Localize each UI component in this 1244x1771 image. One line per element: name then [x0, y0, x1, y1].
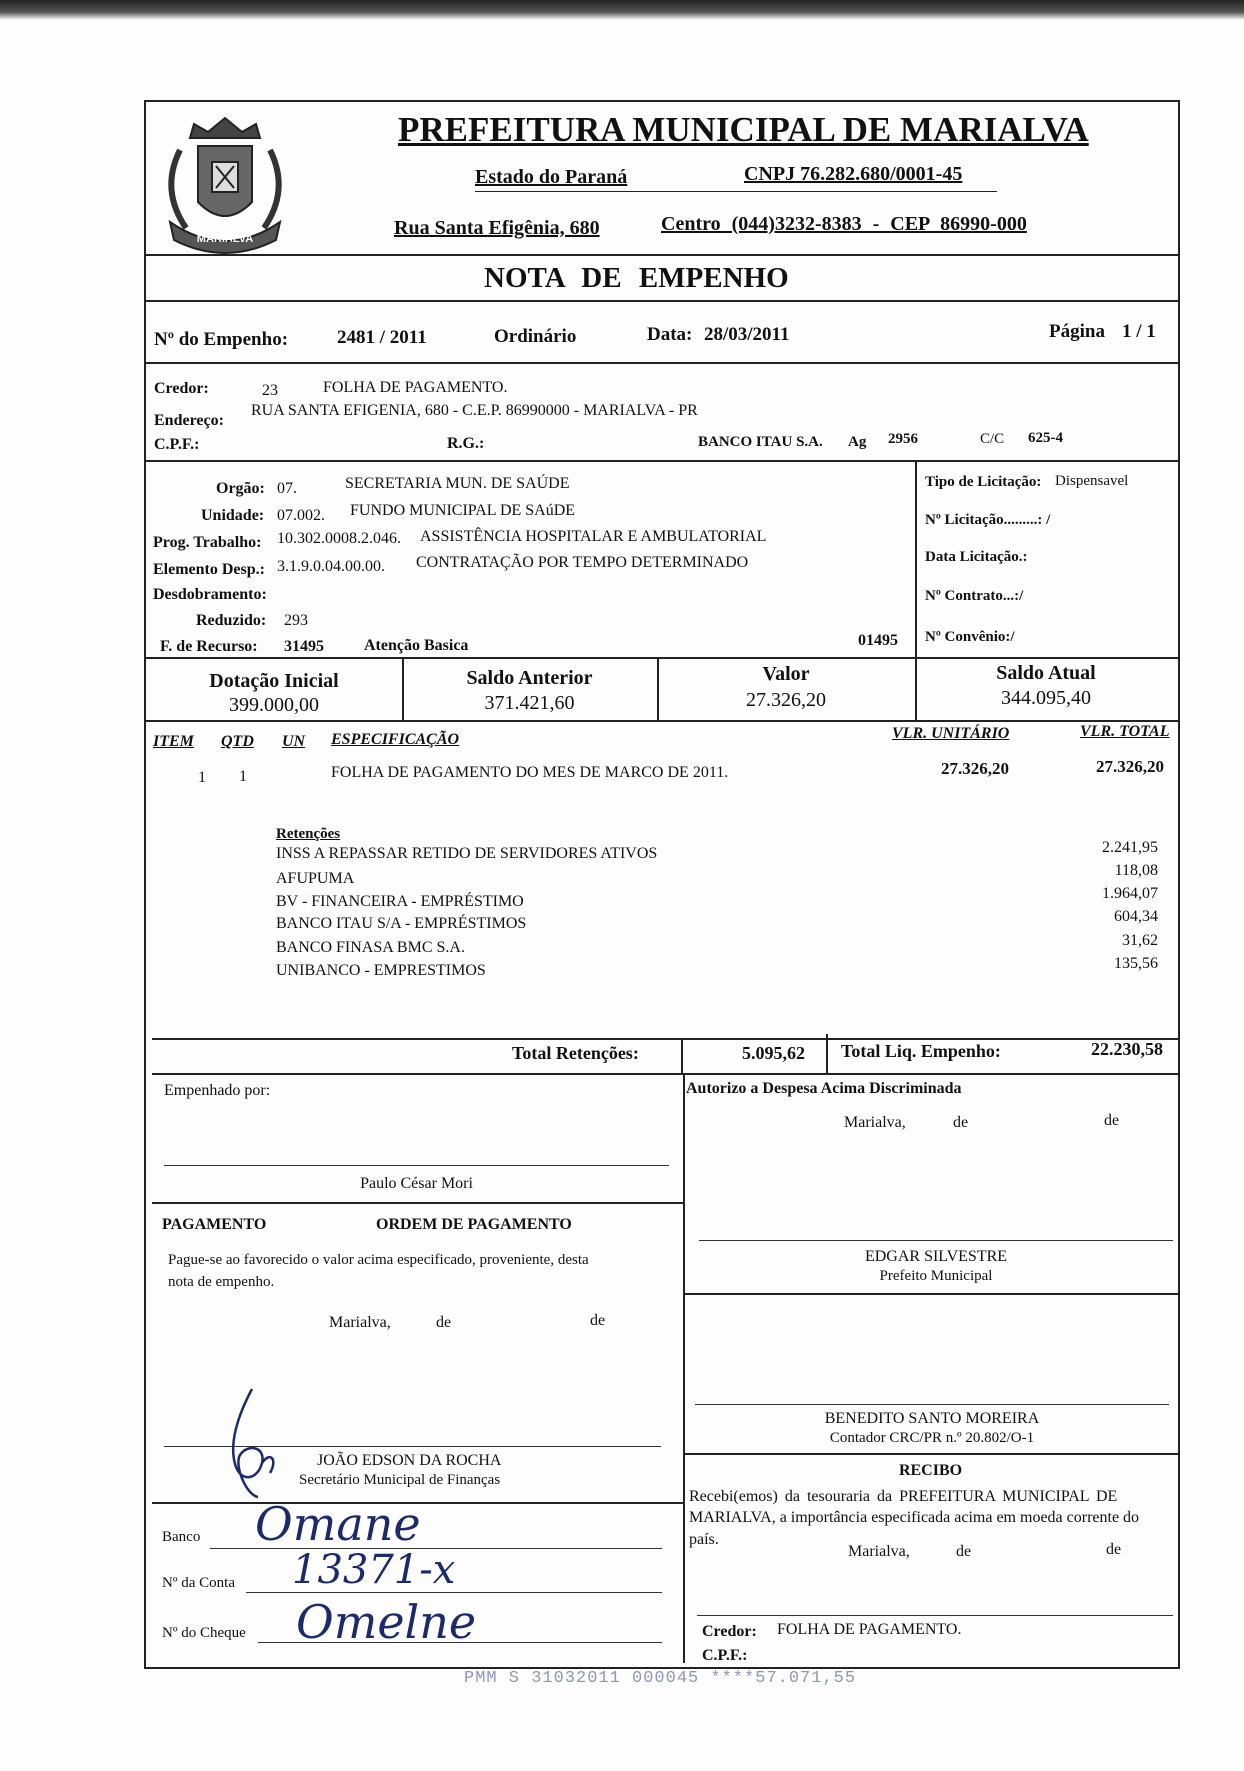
reduzido-value: 293 [284, 612, 308, 629]
unidade-label: Unidade: [201, 507, 265, 524]
agency-number: 2956 [888, 431, 918, 447]
recibo-text: Recebi(emos) da tesouraria da PREFEITURA MUNICIPAL DE [689, 1488, 1118, 1505]
totals-separator [826, 1034, 828, 1073]
retencao-name: BV - FINANCEIRA - EMPRÉSTIMO [276, 893, 524, 910]
recibo-credor-label: Credor: [702, 1623, 757, 1640]
col-qtd: QTD [221, 733, 254, 750]
divider [144, 362, 1178, 364]
pagamento-place: Marialva, [329, 1314, 391, 1331]
bank-name: BANCO ITAU S.A. [698, 434, 823, 450]
signature-line [699, 1240, 1173, 1241]
contador-name: BENEDITO SANTO MOREIRA [824, 1410, 1040, 1427]
divider [683, 1453, 1178, 1455]
item-number: 1 [198, 769, 206, 786]
account-number: 625-4 [1028, 430, 1063, 446]
mayor-name: EDGAR SILVESTRE [864, 1248, 1008, 1265]
finance-secretary-role: Secretário Municipal de Finanças [299, 1472, 501, 1488]
recurso-label: F. de Recurso: [160, 638, 258, 655]
banco-label: Banco [162, 1529, 201, 1545]
pagamento-text: Pague-se ao favorecido o valor acima especificado, proveniente, desta [168, 1252, 589, 1268]
col-total-value: VLR. TOTAL [1080, 723, 1170, 740]
address: Rua Santa Efigênia, 680 [394, 217, 600, 239]
page-label: Página [1049, 321, 1105, 342]
cheque-handwritten: Omelne [296, 1595, 477, 1649]
address-label: Endereço: [154, 412, 224, 429]
state-underline [475, 191, 997, 192]
orgao-name: SECRETARIA MUN. DE SAÚDE [345, 475, 570, 492]
totals-separator [681, 1038, 683, 1073]
rg-label: R.G.: [447, 435, 485, 452]
total-retencoes-value: 5.095,62 [742, 1043, 805, 1063]
empenho-date-label: Data: [647, 324, 693, 345]
retencao-value: 604,34 [1114, 908, 1158, 925]
cpf-label: C.P.F.: [154, 436, 200, 453]
elemento-code: 3.1.9.0.04.00.00. [277, 558, 385, 575]
licitacao-type-label: Tipo de Licitação: [925, 474, 1042, 490]
prog-code: 10.302.0008.2.046. [277, 530, 401, 547]
retencao-name: AFUPUMA [276, 870, 355, 887]
logo-banner-text: MARIALVA [196, 233, 254, 245]
ordem-pagamento-label: ORDEM DE PAGAMENTO [376, 1216, 572, 1233]
recibo-text: país. [689, 1531, 719, 1548]
autorizo-label: Autorizo a Despesa Acima Discriminada [686, 1080, 962, 1097]
pagamento-label: PAGAMENTO [162, 1216, 267, 1233]
total-liquido-label: Total Liq. Empenho: [841, 1041, 1001, 1061]
retencao-name: UNIBANCO - EMPRESTIMOS [276, 962, 486, 979]
licitacao-date: Data Licitação.: [925, 549, 1028, 565]
reduzido-label: Reduzido: [196, 612, 267, 629]
col-item: ITEM [153, 733, 194, 750]
signature-line [697, 1615, 1173, 1616]
elemento-name: CONTRATAÇÃO POR TEMPO DETERMINADO [416, 554, 749, 571]
convenio-number: Nº Convênio:/ [925, 629, 1015, 645]
signature-line [695, 1404, 1169, 1405]
handwritten-signature [218, 1385, 288, 1500]
agency-label: Ag [848, 434, 867, 450]
recibo-credor: FOLHA DE PAGAMENTO. [777, 1621, 962, 1638]
recibo-cpf-label: C.P.F.: [702, 1647, 748, 1664]
divider [144, 300, 1178, 302]
item-total-value: 27.326,20 [1096, 757, 1164, 776]
total-liquido-value: 22.230,58 [1091, 1039, 1163, 1059]
pagamento-de: de [590, 1312, 606, 1329]
signature-line [164, 1165, 669, 1166]
credor-label: Credor: [154, 380, 209, 397]
divider [144, 657, 1178, 659]
cheque-label: Nº do Cheque [162, 1625, 246, 1641]
empenho-number-label: Nº do Empenho: [154, 329, 289, 350]
unidade-name: FUNDO MUNICIPAL DE SAúDE [350, 502, 576, 519]
item-unit-value: 27.326,20 [941, 759, 1009, 778]
district-phone-cep: Centro (044)3232-8383 - CEP 86990-000 [661, 213, 1027, 235]
retencao-name: BANCO ITAU S/A - EMPRÉSTIMOS [276, 915, 527, 932]
contador-role: Contador CRC/PR n.º 20.802/O-1 [829, 1430, 1035, 1446]
desdobramento-label: Desdobramento: [153, 586, 267, 603]
recibo-place: Marialva, [848, 1543, 910, 1560]
prog-label: Prog. Trabalho: [153, 534, 262, 551]
saldo-atual-value: 344.095,40 [1001, 687, 1091, 709]
item-qty: 1 [239, 768, 247, 785]
valor-value: 27.326,20 [746, 689, 826, 711]
finance-secretary-name: JOÃO EDSON DA ROCHA [317, 1452, 502, 1469]
account-label: C/C [980, 431, 1005, 447]
empenho-date: 28/03/2011 [704, 324, 790, 345]
unidade-code: 07.002. [277, 507, 325, 524]
divider [152, 1073, 1178, 1075]
col-un: UN [282, 733, 306, 750]
divider [683, 1293, 1178, 1295]
autorizo-de: de [1104, 1112, 1120, 1129]
col-spec: ESPECIFICAÇÃO [331, 731, 460, 748]
item-spec: FOLHA DE PAGAMENTO DO MES DE MARCO DE 2011. [331, 764, 729, 781]
mayor-role: Prefeito Municipal [879, 1268, 993, 1284]
autorizo-place: Marialva, [844, 1114, 906, 1131]
col-unit-value: VLR. UNITÁRIO [892, 725, 1010, 742]
autorizo-de: de [953, 1114, 969, 1131]
state-name: Estado do Paraná [475, 166, 628, 188]
page-number: 1 / 1 [1122, 321, 1156, 342]
divider [144, 720, 1178, 722]
orgao-label: Orgão: [216, 480, 265, 497]
recibo-title: RECIBO [898, 1462, 963, 1479]
doc-title: NOTA DE EMPENHO [484, 262, 789, 294]
pagamento-de: de [436, 1314, 452, 1331]
conta-handwritten: 13371-x [292, 1547, 456, 1593]
pagamento-text: nota de empenho. [168, 1274, 275, 1290]
divider [144, 460, 1178, 462]
retencao-value: 135,56 [1114, 955, 1158, 972]
conta-label: Nº da Conta [162, 1575, 235, 1591]
print-stamp: PMM S 31032011 000045 ****57.071,55 [464, 1669, 857, 1688]
credor-name: FOLHA DE PAGAMENTO. [323, 379, 508, 396]
recurso-name: Atenção Basica [364, 637, 469, 654]
licitacao-number: Nº Licitação.........: / [925, 512, 1051, 528]
page-title: PREFEITURA MUNICIPAL DE MARIALVA [398, 110, 1089, 149]
credor-address: RUA SANTA EFIGENIA, 680 - C.E.P. 86990000 - MARIALVA - PR [251, 402, 698, 419]
licitacao-separator [915, 460, 917, 657]
retencao-value: 1.964,07 [1102, 885, 1158, 902]
recibo-de: de [956, 1543, 972, 1560]
prog-name: ASSISTÊNCIA HOSPITALAR E AMBULATORIAL [420, 528, 767, 545]
retencao-value: 2.241,95 [1102, 839, 1158, 856]
recurso-ref: 01495 [858, 632, 898, 649]
licitacao-type: Dispensavel [1055, 473, 1129, 489]
empenhado-label: Empenhado por: [164, 1082, 271, 1099]
recibo-text: MARIALVA, a importância especificada acima em moeda corrente do [689, 1509, 1140, 1526]
footer-separator [683, 1073, 685, 1663]
banco-handwritten: Omane [255, 1497, 421, 1551]
empenho-number: 2481 / 2011 [337, 327, 427, 348]
retencao-value: 31,62 [1122, 932, 1158, 949]
empenhado-name: Paulo César Mori [360, 1175, 473, 1192]
retencao-name: INSS A REPASSAR RETIDO DE SERVIDORES ATIVOS [276, 845, 658, 862]
empenho-type: Ordinário [494, 326, 577, 347]
credor-code: 23 [262, 382, 278, 399]
dotacao-value: 399.000,00 [229, 694, 319, 716]
orgao-code: 07. [277, 480, 297, 497]
valor-label: Valor [762, 663, 810, 685]
divider [152, 1038, 1178, 1040]
saldo-anterior-label: Saldo Anterior [466, 667, 593, 689]
contract-number: Nº Contrato...:/ [925, 588, 1024, 604]
saldo-anterior-value: 371.421,60 [484, 692, 575, 714]
recurso-code: 31495 [284, 638, 324, 655]
cnpj: CNPJ 76.282.680/0001-45 [744, 163, 963, 185]
retencao-value: 118,08 [1114, 862, 1158, 879]
total-retencoes-label: Total Retenções: [512, 1043, 639, 1063]
scan-top-edge [0, 0, 1244, 20]
dotacao-label: Dotação Inicial [209, 670, 339, 692]
retencoes-title: Retenções [276, 826, 341, 842]
coat-of-arms-icon [150, 110, 300, 260]
retencao-name: BANCO FINASA BMC S.A. [276, 939, 465, 956]
signature-line [164, 1446, 661, 1447]
saldo-atual-label: Saldo Atual [996, 662, 1096, 684]
recibo-de: de [1106, 1541, 1122, 1558]
elemento-label: Elemento Desp.: [153, 561, 265, 578]
divider [152, 1202, 683, 1204]
divider [144, 254, 1178, 256]
